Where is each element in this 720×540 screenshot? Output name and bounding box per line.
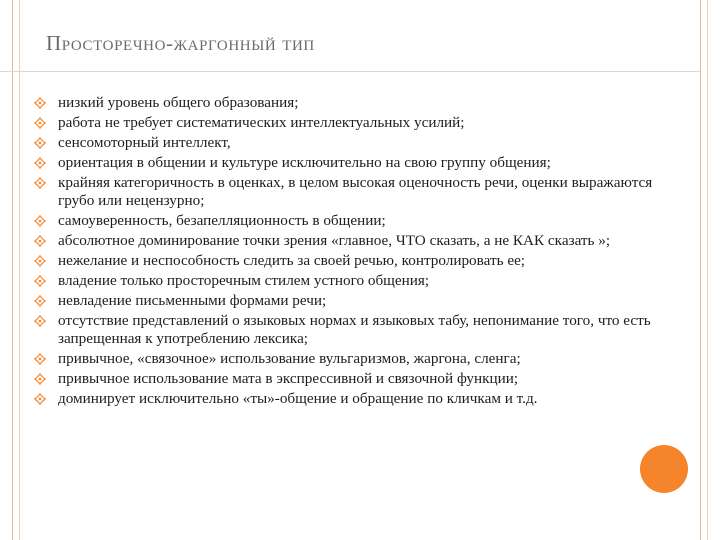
list-item-text: владение только просторечным стилем устного общения; xyxy=(58,272,430,290)
list-item-text: ориентация в общении и культуре исключительно на свою группу общения; xyxy=(58,154,551,172)
diamond-flower-icon xyxy=(34,373,46,385)
bullet-list xyxy=(34,94,664,410)
list-item xyxy=(34,252,664,270)
list-item xyxy=(34,154,664,172)
diamond-flower-icon xyxy=(34,157,46,169)
list-item xyxy=(34,272,664,290)
list-item-text: низкий уровень общего образования; xyxy=(58,94,299,111)
list-item xyxy=(34,292,664,310)
slide-title: Просторечно-жаргонный тип xyxy=(46,31,315,55)
diamond-flower-icon xyxy=(34,137,46,149)
diamond-flower-icon xyxy=(34,177,46,189)
list-item-text: крайняя категоричность в оценках, в целом высокая оценочность речи, оценки выражаются грубо или нецензурно; xyxy=(58,174,653,209)
list-item xyxy=(34,312,664,347)
list-item xyxy=(34,174,664,209)
list-item-text: невладение письменными формами речи; xyxy=(58,292,327,310)
list-item-text: самоуверенность, безапелляционность в общении; xyxy=(58,211,386,229)
list-item-text: отсутствие представлений о языковых нормах и языковых табу, непонимание того, что есть запрещенная к употреблению лексика; xyxy=(58,312,651,347)
list-item xyxy=(34,134,664,152)
list-item xyxy=(34,212,664,230)
list-item xyxy=(34,94,664,112)
diamond-flower-icon xyxy=(34,255,46,267)
diamond-flower-icon xyxy=(34,295,46,307)
list-item-text: работа не требует систематических интеллектуальных усилий; xyxy=(58,114,465,132)
list-item xyxy=(34,114,664,132)
diamond-flower-icon xyxy=(34,275,46,287)
diamond-flower-icon xyxy=(34,353,46,365)
list-item-text: нежелание и неспособность следить за своей речью, контролировать ее; xyxy=(58,252,526,270)
diamond-flower-icon xyxy=(34,117,46,129)
right-border-line xyxy=(700,0,701,540)
diamond-flower-icon xyxy=(34,235,46,247)
list-item-text: привычное использование мата в экспрессивной и связочной функции; xyxy=(58,370,519,388)
left-border-line-inner xyxy=(19,0,20,540)
diamond-flower-icon xyxy=(34,215,46,227)
list-item-text: сенсомоторный интеллект, xyxy=(58,134,231,152)
list-item-text: привычное, «связочное» использование вульгаризмов, жаргона, сленга; xyxy=(58,350,521,368)
diamond-flower-icon xyxy=(34,97,46,109)
left-border-line xyxy=(12,0,13,540)
title-divider xyxy=(0,71,700,72)
list-item xyxy=(34,232,664,250)
decorative-circle xyxy=(640,445,688,493)
right-border-line-inner xyxy=(707,0,708,540)
diamond-flower-icon xyxy=(34,315,46,327)
list-item xyxy=(34,390,664,408)
list-item xyxy=(34,370,664,388)
diamond-flower-icon xyxy=(34,393,46,405)
list-item-text: доминирует исключительно «ты»-общение и обращение по кличкам и т.д. xyxy=(58,390,538,408)
list-item-text: абсолютное доминирование точки зрения «главное, ЧТО сказать, а не КАК сказать »; xyxy=(58,232,611,250)
list-item xyxy=(34,350,664,368)
